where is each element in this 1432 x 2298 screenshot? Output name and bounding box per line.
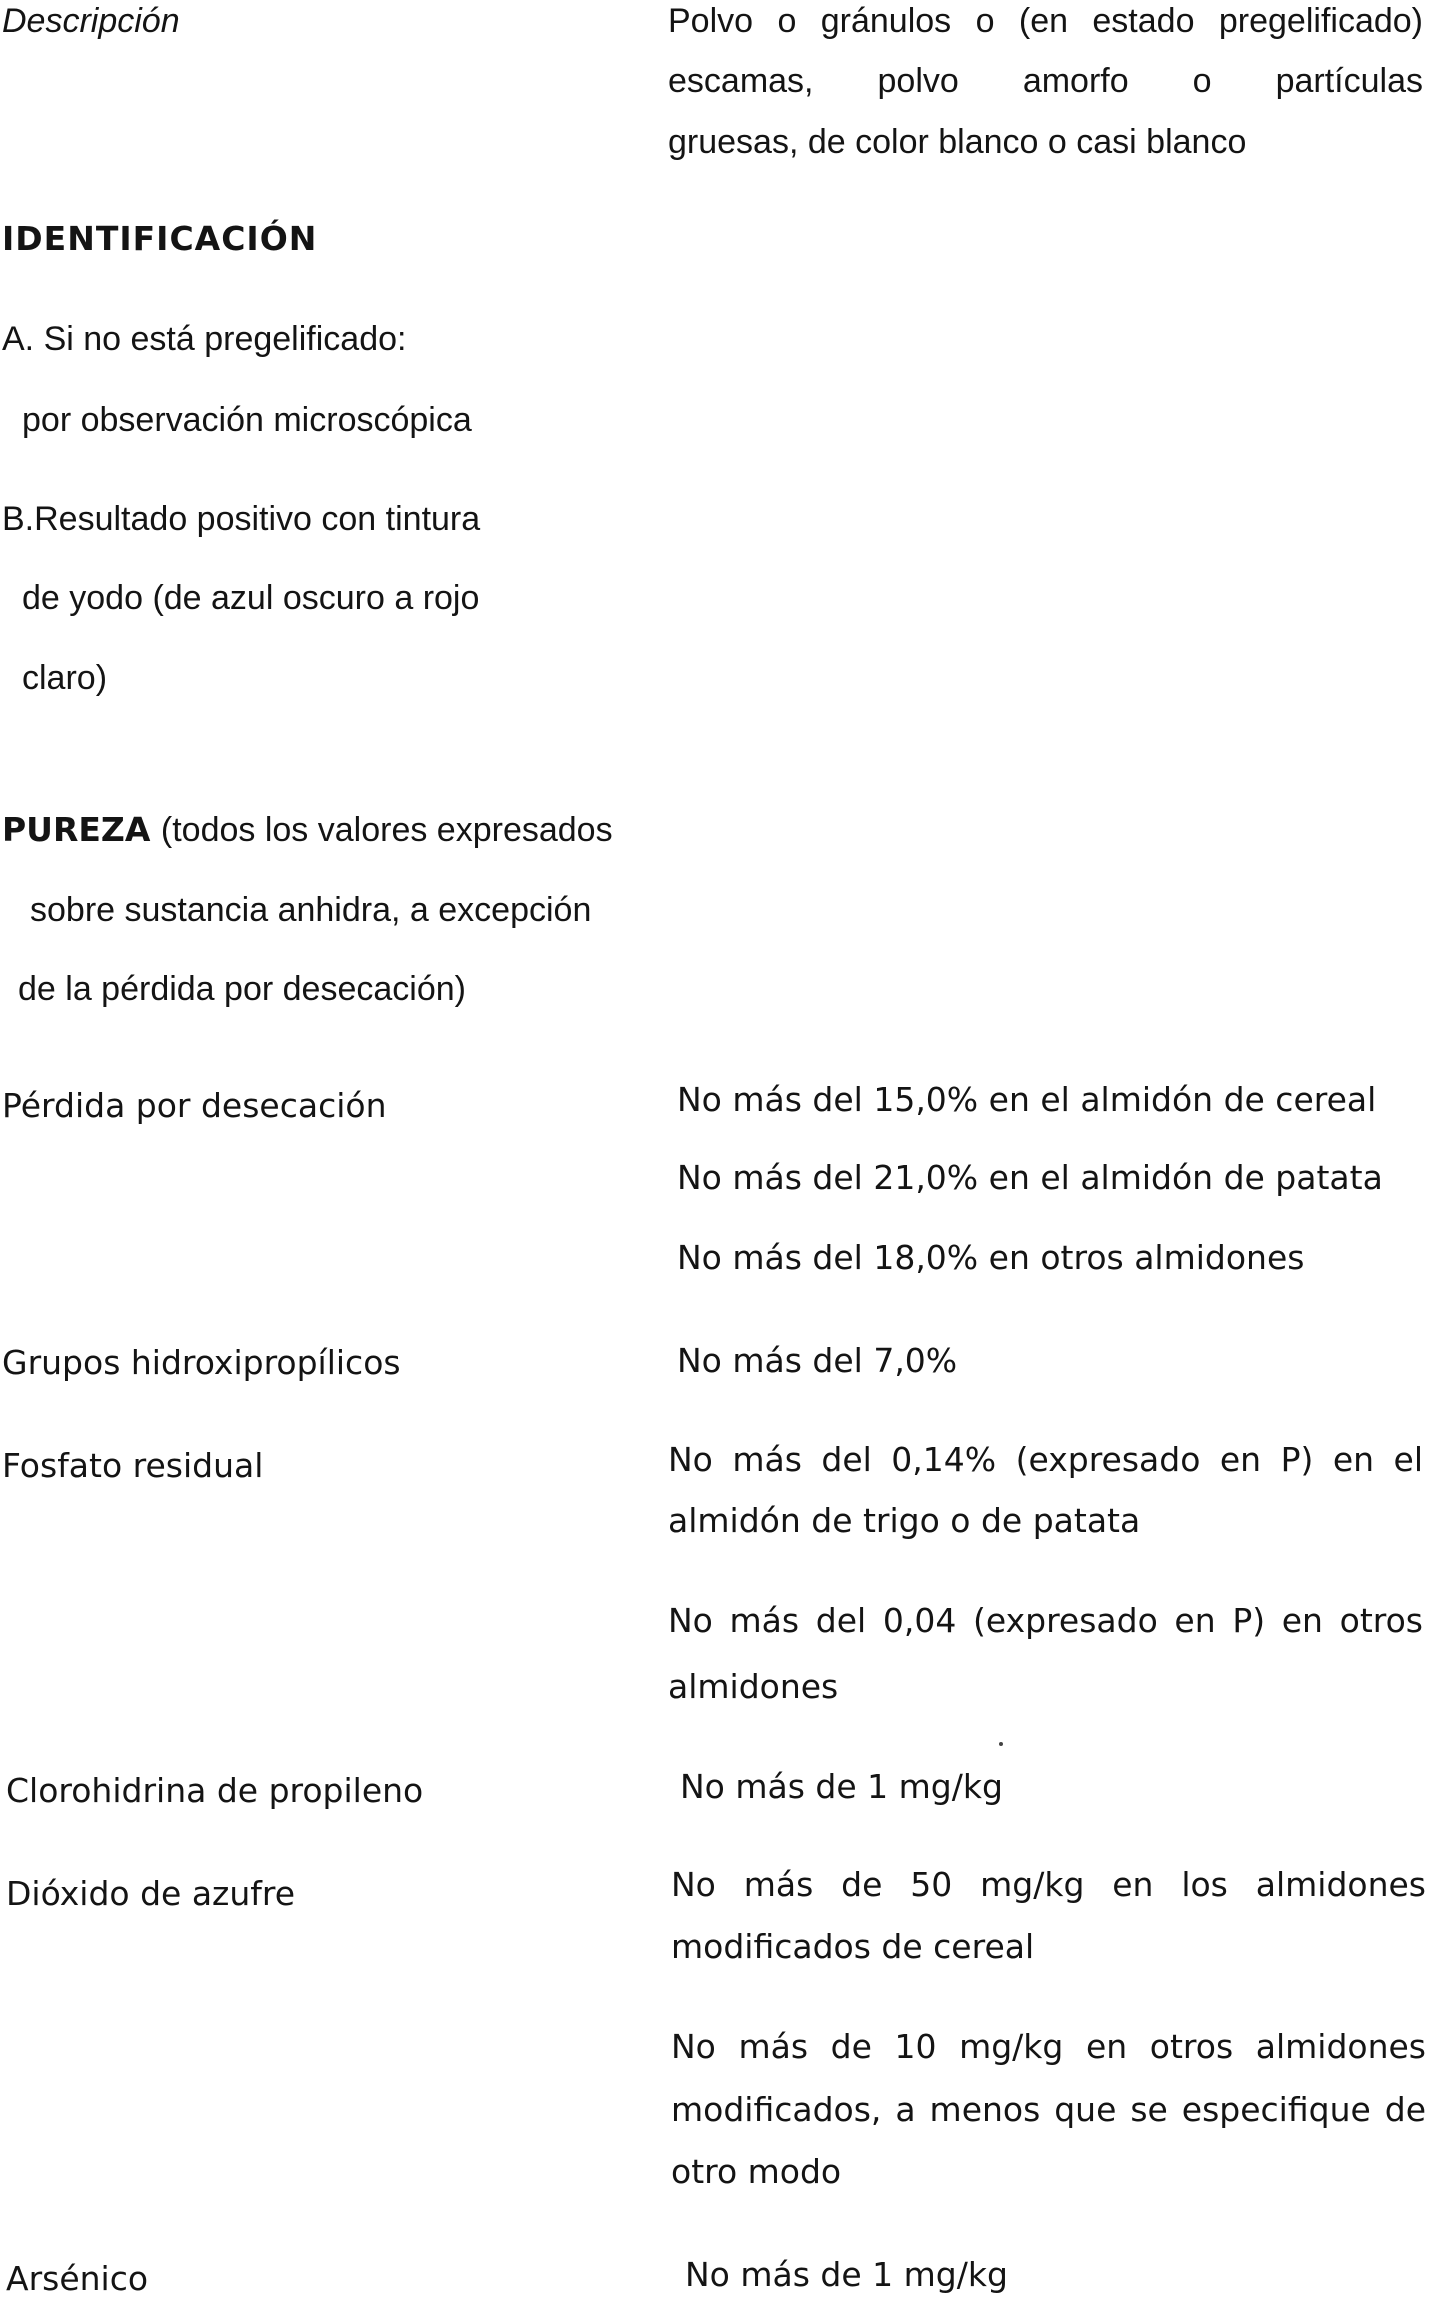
dioxido-value-1-line-2: modificados de cereal bbox=[671, 1927, 1035, 1966]
dioxido-label: Dióxido de azufre bbox=[6, 1874, 296, 1913]
descripcion-label: Descripción bbox=[2, 2, 180, 40]
pureza-line-3: de la pérdida por desecación) bbox=[18, 970, 466, 1008]
clorohidrina-value-1: No más de 1 mg/kg bbox=[680, 1767, 1003, 1806]
grupos-label: Grupos hidroxipropílicos bbox=[2, 1343, 401, 1382]
identificacion-b-line-3: claro) bbox=[22, 659, 108, 697]
dioxido-value-2-line-1: No más de 10 mg/kg en otros almidones bbox=[671, 2027, 1426, 2066]
stray-mark bbox=[999, 1742, 1003, 1746]
fosfato-value-1-line-2: almidón de trigo o de patata bbox=[668, 1501, 1141, 1540]
perdida-value-2: No más del 21,0% en el almidón de patata bbox=[677, 1158, 1383, 1197]
identificacion-a-line-2: por observación microscópica bbox=[22, 401, 472, 439]
identificacion-b-line-2: de yodo (de azul oscuro a rojo bbox=[22, 579, 480, 617]
descripcion-value-line-2: escamas, polvo amorfo o partículas bbox=[668, 62, 1423, 100]
arsenico-label: Arsénico bbox=[6, 2259, 149, 2298]
grupos-value-1: No más del 7,0% bbox=[677, 1341, 958, 1380]
dioxido-value-2-line-2: modificados, a menos que se especifique de bbox=[671, 2090, 1426, 2129]
arsenico-value-1: No más de 1 mg/kg bbox=[685, 2255, 1008, 2294]
identificacion-heading: IDENTIFICACIÓN bbox=[2, 219, 318, 258]
pureza-heading: PUREZA bbox=[2, 810, 151, 849]
descripcion-value-line-3: gruesas, de color blanco o casi blanco bbox=[668, 123, 1247, 161]
perdida-label: Pérdida por desecación bbox=[2, 1086, 387, 1125]
descripcion-value-line-1: Polvo o gránulos o (en estado pregelificado) bbox=[668, 2, 1423, 40]
perdida-value-3: No más del 18,0% en otros almidones bbox=[677, 1238, 1305, 1277]
pureza-line-1-rest: (todos los valores expresados bbox=[160, 811, 613, 849]
fosfato-label: Fosfato residual bbox=[2, 1446, 264, 1485]
pureza-line-1 bbox=[2, 810, 613, 849]
fosfato-value-2-line-1: No más del 0,04 (expresado en P) en otros bbox=[668, 1601, 1423, 1640]
dioxido-value-2-line-3: otro modo bbox=[671, 2152, 842, 2191]
pureza-line-2: sobre sustancia anhidra, a excepción bbox=[30, 891, 592, 929]
identificacion-a-line-1: A. Si no está pregelificado: bbox=[2, 320, 407, 358]
clorohidrina-label: Clorohidrina de propileno bbox=[6, 1771, 424, 1810]
identificacion-b-line-1: B.Resultado positivo con tintura bbox=[2, 500, 481, 538]
dioxido-value-1-line-1: No más de 50 mg/kg en los almidones bbox=[671, 1865, 1426, 1904]
fosfato-value-1-line-1: No más del 0,14% (expresado en P) en el bbox=[668, 1440, 1423, 1479]
fosfato-value-2-line-2: almidones bbox=[668, 1667, 839, 1706]
perdida-value-1: No más del 15,0% en el almidón de cereal bbox=[677, 1080, 1377, 1119]
